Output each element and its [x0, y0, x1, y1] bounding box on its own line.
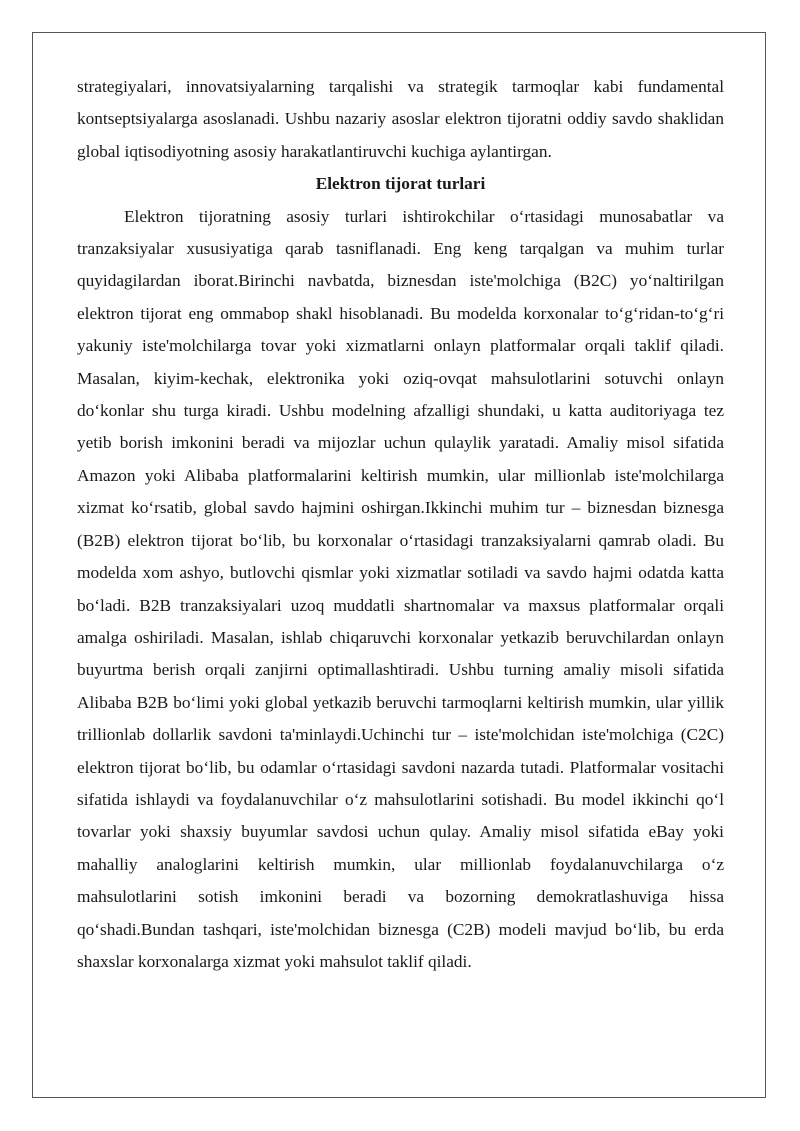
section-heading: Elektron tijorat turlari [315, 174, 486, 194]
paragraph-intro: strategiyalari, innovatsiyalarning tarqalishi va strategik tarmoqlar kabi fundamental kontseptsiyalarga asoslanadi. Ushbu nazariy asoslar elektron tijoratni oddiy savdo shaklidan global iqtisodiyotning asosiy harakatlantiruvchi kuchiga aylantirgan. [77, 77, 724, 161]
document-body [77, 71, 724, 978]
paragraph-main: Elektron tijoratning asosiy turlari ishtirokchilar o‘rtasidagi munosabatlar va tranzaksiyalar xususiyatiga qarab tasniflanadi. Eng keng tarqalgan va muhim turlar quyidagilardan iborat.Birinchi navbatda, biznesdan iste'molchiga (B2C) yo‘naltirilgan elektron tijorat eng ommabop shakl hisoblanadi. Bu modelda korxonalar to‘g‘ridan-to‘g‘ri yakuniy iste'molchilarga tovar yoki xizmatlarni onlayn platformalar orqali taklif qiladi. Masalan, kiyim-kechak, elektronika yoki oziq-ovqat mahsulotlarini sotuvchi onlayn do‘konlar shu turga kiradi. Ushbu modelning afzalligi shundaki, u katta auditoriyaga tez yetib borish imkonini beradi va mijozlar uchun qulaylik yaratadi. Amaliy misol sifatida Amazon yoki Alibaba platformalarini keltirish mumkin, ular millionlab iste'molchilarga xizmat ko‘rsatib, global savdo hajmini oshirgan.Ikkinchi muhim tur – biznesdan biznesga (B2B) elektron tijorat bo‘lib, bu korxonalar o‘rtasidagi tranzaksiyalarni qamrab oladi. Bu modelda xom ashyo, butlovchi qismlar yoki xizmatlar sotiladi va savdo hajmi odatda katta bo‘ladi. B2B tranzaksiyalari uzoq muddatli shartnomalar va maxsus platformalar orqali amalga oshiriladi. Masalan, ishlab chiqaruvchi korxonalar yetkazib beruvchilardan onlayn buyurtma berish orqali zanjirni optimallashtiradi. Ushbu turning amaliy misoli sifatida Alibaba B2B bo‘limi yoki global yetkazib beruvchi tarmoqlarni keltirish mumkin, ular yillik trillionlab dollarlik savdoni ta'minlaydi.Uchinchi tur – iste'molchidan iste'molchiga (C2C) elektron tijorat bo‘lib, bu odamlar o‘rtasidagi savdoni nazarda tutadi. Platformalar vositachi sifatida ishlaydi va foydalanuvchilar o‘z mahsulotlarini sotishadi. Bu model ikkinchi qo‘l tovarlar yoki shaxsiy buyumlar savdosi uchun qulay. Amaliy misol sifatida eBay yoki mahalliy analoglarini keltirish mumkin, ular millionlab foydalanuvchilarga o‘z mahsulotlarini sotish imkonini beradi va bozorning demokratlashuviga hissa qo‘shadi.Bundan tashqari, iste'molchidan biznesga (C2B) modeli mavjud bo‘lib, bu erda shaxslar korxonalarga xizmat yoki mahsulot taklif qiladi. [77, 206, 724, 971]
